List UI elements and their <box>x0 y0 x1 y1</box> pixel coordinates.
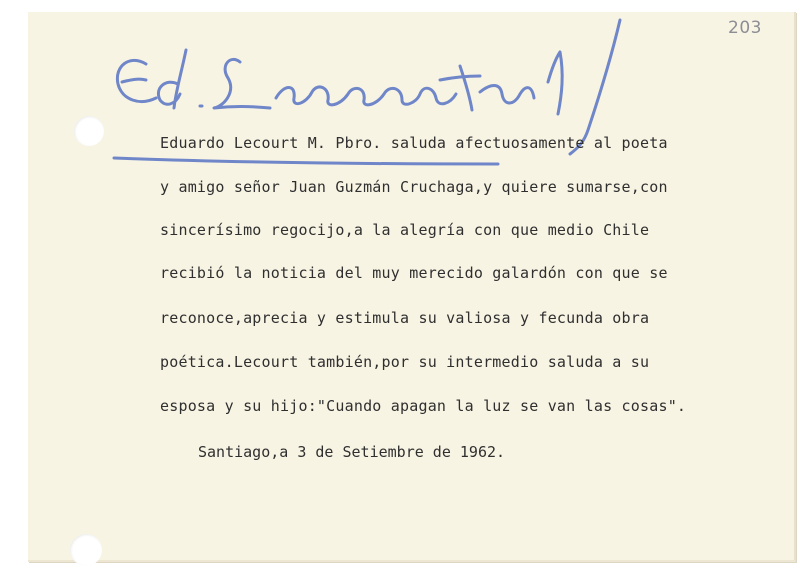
punch-hole-bottom <box>70 534 102 566</box>
body-line-4: recibió la noticia del muy merecido galardón con que se <box>160 264 668 282</box>
archive-number: 203 <box>728 18 762 38</box>
dateline: Santiago,a 3 de Setiembre de 1962. <box>198 443 506 461</box>
body-line-5: reconoce,aprecia y estimula su valiosa y fecunda obra <box>160 309 650 327</box>
body-line-6: poética.Lecourt también,por su intermedio saluda a su <box>160 353 650 371</box>
body-line-2: y amigo señor Juan Guzmán Cruchaga,y quiere sumarse,con <box>160 178 668 196</box>
body-line-7: esposa y su hijo:"Cuando apagan la luz se van las cosas". <box>160 397 687 415</box>
body-line-3: sincerísimo regocijo,a la alegría con que medio Chile <box>160 221 650 239</box>
body-line-1: Eduardo Lecourt M. Pbro. saluda afectuosamente al poeta <box>160 134 668 152</box>
handwritten-signature <box>100 14 660 184</box>
